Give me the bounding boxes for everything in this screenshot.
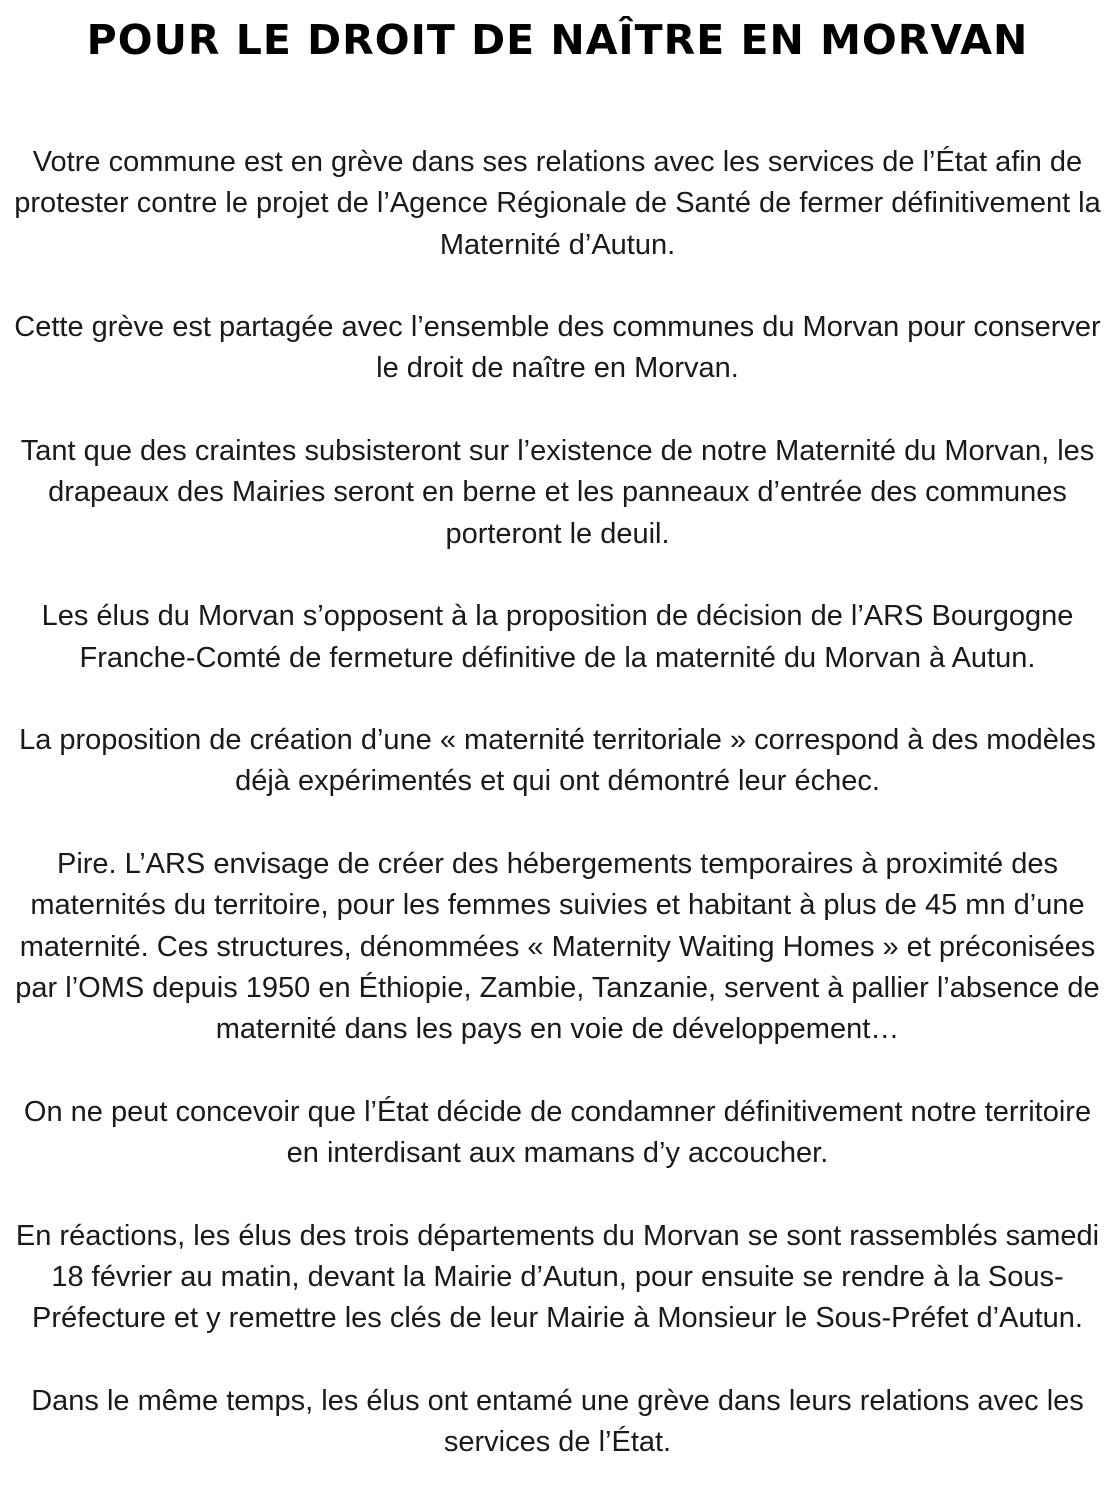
paragraph-elected-opposition: Les élus du Morvan s’opposent à la proposition de décision de l’ARS Bourgogne Franche-Comté de fermeture définitive de la maternité du Morvan à Autun. [41, 600, 1074, 674]
paragraph-state-condemnation: On ne peut concevoir que l’État décide de condamner définitivement notre territoire en interdisant aux mamans d’y accoucher. [23, 1095, 1092, 1170]
paragraph-strike-intro: Votre commune est en grève dans ses relations avec les services de l’État afin de protester contre le projet de l’Agence Régionale de Santé de fermer définitivement la Maternité d’Autun. [14, 146, 1101, 261]
page-title: POUR LE DROIT DE NAÎTRE EN MORVAN [86, 16, 1029, 64]
paragraph-territorial-maternity: La proposition de création d’une « maternité territoriale » correspond à des modèles déjà expérimentés et qui ont démontré leur échec. [19, 724, 1096, 798]
document-body [14, 142, 1101, 1505]
paragraph-shared-strike: Cette grève est partagée avec l’ensemble des communes du Morvan pour conserver le droit de naître en Morvan. [14, 311, 1101, 385]
paragraph-gathering: En réactions, les élus des trois départements du Morvan se sont rassemblés samedi 18 février au matin, devant la Mairie d’Autun, pour ensuite se rendre à la Sous-Préfecture et y remettre les clés de leur Mairie à Monsieur le Sous-Préfet d’Autun. [15, 1219, 1100, 1335]
paragraph-flags-mourning: Tant que des craintes subsisteront sur l’existence de notre Maternité du Morvan, les drapeaux des Mairies seront en berne et les panneaux d’entrée des communes porteront le deuil. [20, 435, 1095, 550]
paragraph-waiting-homes: Pire. L’ARS envisage de créer des hébergements temporaires à proximité des maternités du territoire, pour les femmes suivies et habitant à plus de 45 mn d’une maternité. Ces structures, dénommées « Maternity Waiting Homes » et préconisées par l’OMS depuis 1950 en Éthiopie, Zambie, Tanzanie, servent à pallier l’absence de maternité dans les pays en voie de développement… [15, 848, 1100, 1046]
paragraph-strike-start: Dans le même temps, les élus ont entamé une grève dans leurs relations avec les services de l’État. [31, 1384, 1084, 1459]
